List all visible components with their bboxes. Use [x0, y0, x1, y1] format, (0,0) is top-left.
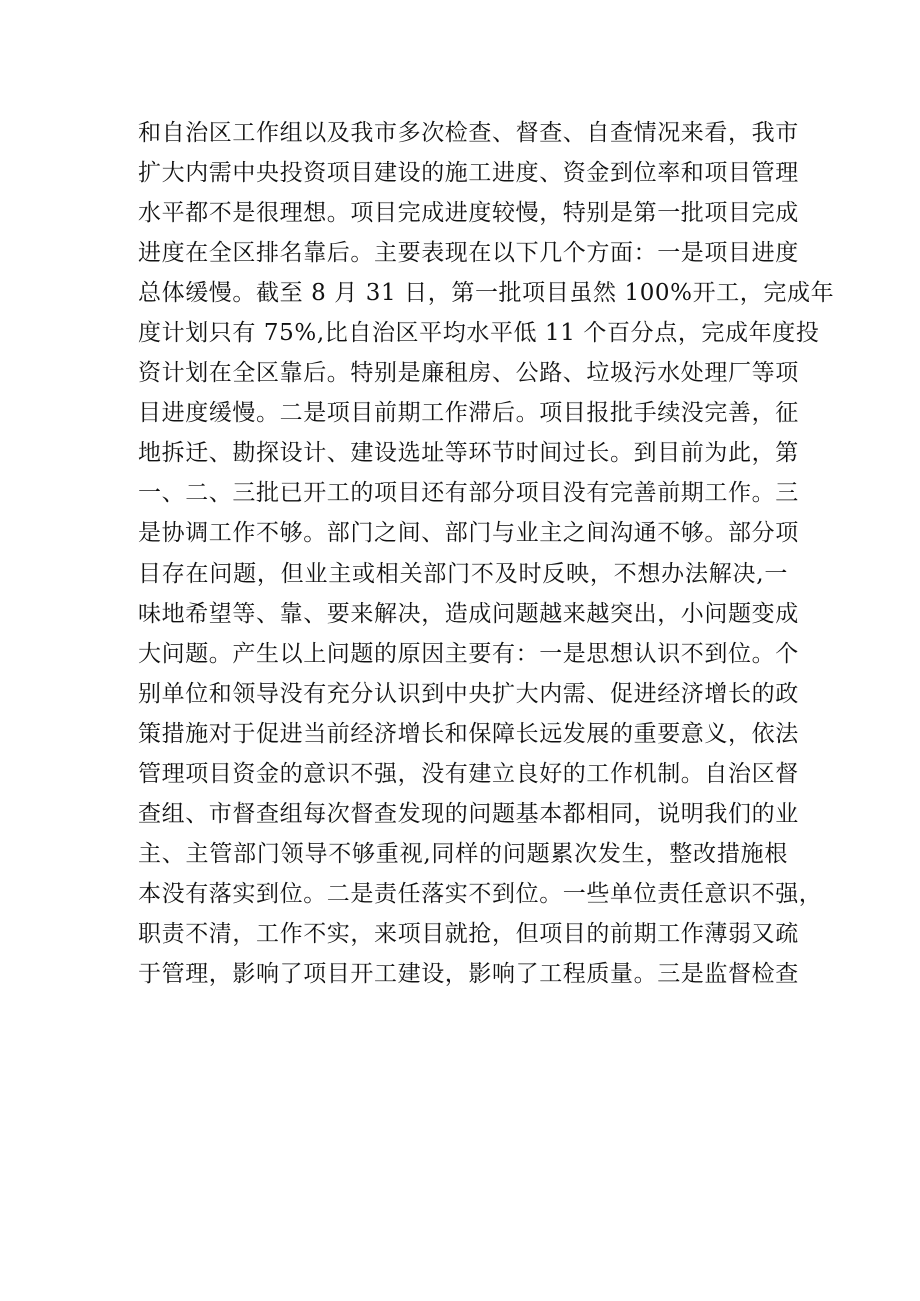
text-line: 目进度缓慢。二是项目前期工作滞后。项目报批手续没完善，征 [138, 400, 799, 427]
text-line: 于管理，影响了项目开工建设，影响了工程质量。三是监督检查 [138, 960, 799, 987]
text-line: 一、二、三批已开工的项目还有部分项目没有完善前期工作。三 [138, 480, 799, 507]
text-line: 职责不清，工作不实，来项目就抢，但项目的前期工作薄弱又疏 [138, 920, 799, 947]
text-line: 查组、市督查组每次督查发现的问题基本都相同，说明我们的业 [138, 800, 799, 827]
body-text [138, 113, 835, 994]
text-line: 总体缓慢。截至 8 月 31 日，第一批项目虽然 100%开工，完成年 [138, 280, 835, 307]
text-line: 主、主管部门领导不够重视,同样的问题累次发生，整改措施根 [138, 840, 788, 867]
text-line: 度计划只有 75%,比自治区平均水平低 11 个百分点，完成年度投 [138, 320, 820, 347]
text-line: 是协调工作不够。部门之间、部门与业主之间沟通不够。部分项 [138, 520, 799, 547]
text-line: 别单位和领导没有充分认识到中央扩大内需、促进经济增长的政 [138, 680, 799, 707]
text-line: 策措施对于促进当前经济增长和保障长远发展的重要意义，依法 [138, 720, 799, 747]
text-line: 地拆迁、勘探设计、建设选址等环节时间过长。到目前为此，第 [138, 440, 799, 467]
text-line: 水平都不是很理想。项目完成进度较慢，特别是第一批项目完成 [138, 200, 799, 227]
text-line: 本没有落实到位。二是责任落实不到位。一些单位责任意识不强， [138, 880, 823, 907]
text-line: 目存在问题，但业主或相关部门不及时反映，不想办法解决,一 [138, 560, 788, 587]
text-line: 和自治区工作组以及我市多次检查、督查、自查情况来看，我市 [138, 120, 799, 146]
text-line: 资计划在全区靠后。特别是廉租房、公路、垃圾污水处理厂等项 [138, 360, 799, 387]
text-line: 大问题。产生以上问题的原因主要有：一是思想认识不到位。个 [138, 640, 799, 667]
text-line: 管理项目资金的意识不强，没有建立良好的工作机制。自治区督 [138, 760, 799, 787]
text-line: 进度在全区排名靠后。主要表现在以下几个方面：一是项目进度 [138, 240, 799, 267]
text-line: 味地希望等、靠、要来解决，造成问题越来越突出，小问题变成 [138, 600, 799, 627]
text-line: 扩大内需中央投资项目建设的施工进度、资金到位率和项目管理 [138, 160, 799, 187]
